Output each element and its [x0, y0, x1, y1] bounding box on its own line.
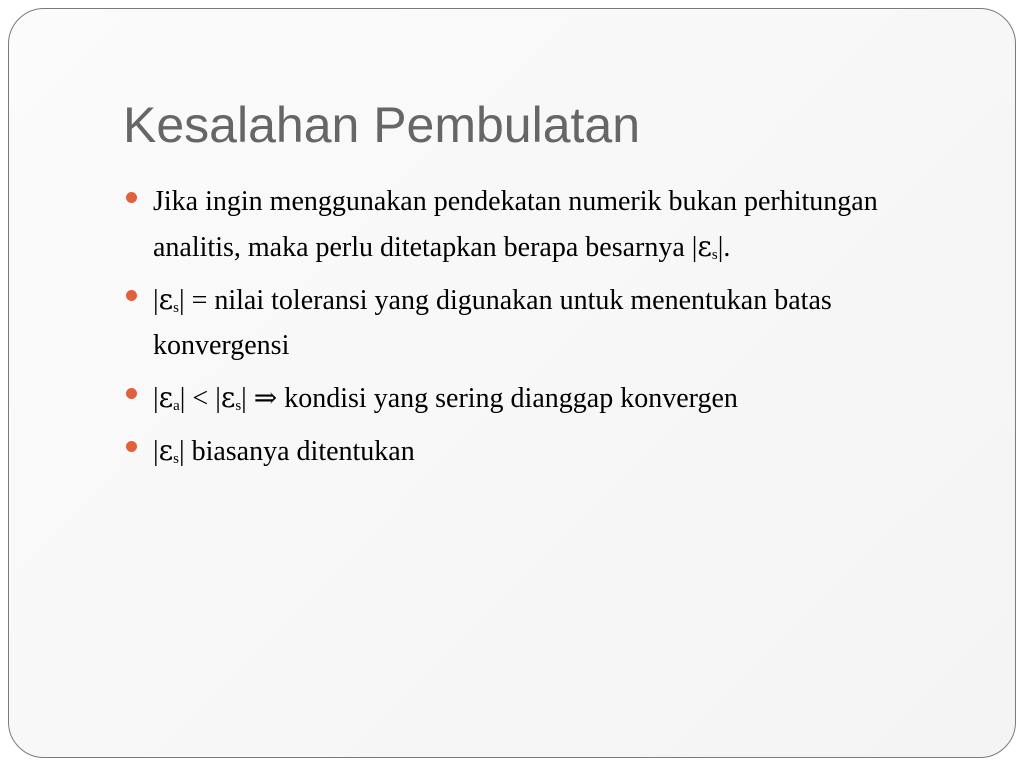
- slide-title: Kesalahan Pembulatan: [123, 97, 641, 153]
- implies-arrow-icon: ⇒: [253, 381, 278, 414]
- bullet-3-subscript-s: s: [235, 398, 242, 414]
- bullet-1-abs-close: |: [717, 232, 724, 263]
- bullet-dot-icon: [126, 388, 137, 399]
- bullet-4-subscript: s: [173, 451, 179, 467]
- bullet-3-less-than: <: [185, 383, 216, 414]
- bullet-item-1: [124, 179, 964, 270]
- bullet-1-period: .: [723, 232, 731, 263]
- bullet-4-abs-open: |: [153, 436, 159, 467]
- bullet-3-abs-close-s: |: [241, 383, 247, 414]
- bullet-list: [124, 179, 964, 474]
- slide-frame: [8, 8, 1016, 758]
- bullet-3-text: kondisi yang sering dianggap konvergen: [284, 383, 738, 414]
- bullet-1-abs-open: |: [691, 232, 698, 263]
- bullet-3-abs-open-a: |: [153, 383, 159, 414]
- bullet-dot-icon: [126, 441, 137, 452]
- bullet-4-abs-close: |: [178, 436, 185, 467]
- bullet-2-epsilon: ε: [158, 283, 174, 316]
- bullet-item-4: [124, 428, 964, 474]
- bullet-2-subscript: s: [173, 300, 179, 316]
- bullet-1-text: Jika ingin menggunakan pendekatan numerik bukan perhitungan analitis, maka perlu ditetapkan berapa besarnya: [153, 186, 878, 263]
- bullet-1-epsilon: ε: [697, 230, 712, 263]
- bullet-item-2: [124, 277, 964, 368]
- bullet-3-abs-close-a: |: [179, 383, 186, 414]
- bullet-dot-icon: [126, 192, 137, 203]
- bullet-4-text: biasanya ditentukan: [184, 436, 415, 467]
- bullet-3-epsilon-a: ε: [158, 381, 174, 414]
- bullet-2-text: = nilai toleransi yang digunakan untuk menentukan batas konvergensi: [153, 285, 832, 361]
- bullet-1-subscript: s: [711, 247, 718, 263]
- bullet-2-abs-close: |: [178, 285, 185, 316]
- bullet-4-epsilon: ε: [158, 434, 174, 467]
- bullet-2-abs-open: |: [153, 285, 159, 316]
- bullet-item-3: [124, 375, 964, 421]
- bullet-dot-icon: [126, 290, 137, 301]
- bullet-3-abs-open-s: |: [215, 383, 221, 414]
- bullet-3-epsilon-s: ε: [220, 381, 236, 414]
- bullet-3-subscript-a: a: [173, 398, 180, 414]
